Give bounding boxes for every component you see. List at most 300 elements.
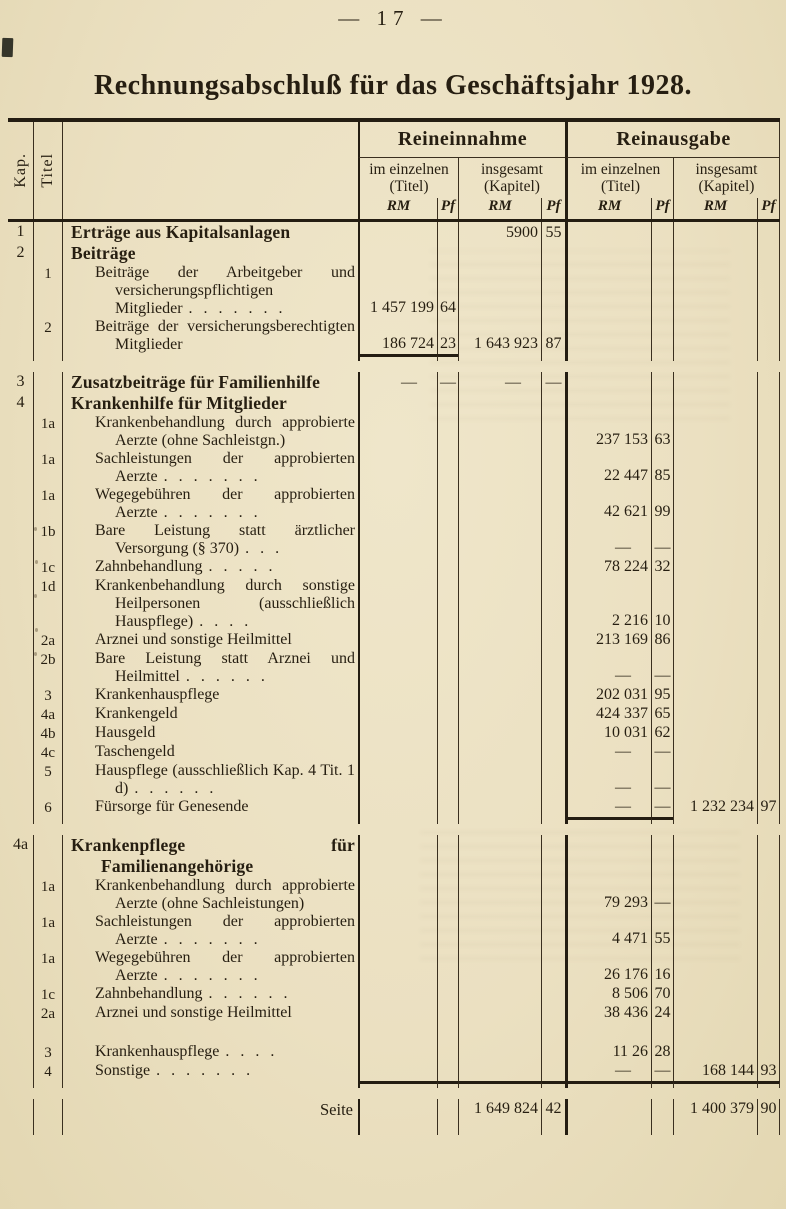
row-label: Zahnbehandlung: [95, 558, 203, 575]
header-rm-label: RM: [673, 198, 757, 219]
value-ai_rm-cell: [673, 577, 757, 631]
value-ei_pf-cell: [541, 577, 565, 631]
value-ee_pf-cell: [437, 414, 458, 450]
label-cell: [62, 414, 358, 450]
value-ee_pf-cell: [437, 1099, 458, 1119]
table-row: [8, 631, 780, 650]
value-ai_rm-cell: [673, 1081, 757, 1088]
value-ee_pf-cell: [437, 1081, 458, 1088]
table-body: [8, 222, 780, 1135]
kapitel-cell: [8, 877, 33, 913]
value-ei_pf-cell: [541, 949, 565, 985]
value-ee_pf-cell: [437, 817, 458, 824]
titel-cell: 4: [33, 1062, 62, 1081]
dot-leader: .....: [208, 558, 284, 575]
value-ee_rm-cell: [358, 817, 437, 824]
value-ee_rm-cell: [358, 686, 437, 705]
kapitel-cell: [8, 354, 33, 361]
titel-cell: [33, 835, 62, 877]
titel-cell: 2: [33, 318, 62, 354]
value-ei_rm-cell: [458, 1081, 541, 1088]
table-row: [8, 835, 780, 877]
value-ae_rm-cell: [565, 243, 651, 264]
value-ee_pf-cell: [437, 743, 458, 762]
label-cell: [62, 835, 358, 877]
header-pf-label: Pf: [651, 198, 673, 219]
value-ee_pf-cell: [437, 913, 458, 949]
value-ae_pf-cell: 55: [651, 913, 673, 949]
value-ee_pf-cell: [437, 393, 458, 414]
value-ee_pf-cell: [437, 835, 458, 877]
value-ee_rm-cell: [358, 577, 437, 631]
titel-cell: 4c: [33, 743, 62, 762]
value-ee_rm-cell: —: [358, 372, 437, 393]
value-ae_rm-cell: [565, 264, 651, 318]
kapitel-cell: [8, 985, 33, 1004]
value-ei_rm-cell: [458, 798, 541, 817]
value-ae_rm-cell: [565, 1119, 651, 1135]
value-ai_pf-cell: [757, 393, 780, 414]
value-ai_pf-cell: [757, 1119, 780, 1135]
kapitel-cell: [8, 949, 33, 985]
label-cell: [62, 1043, 358, 1062]
value-ee_pf-cell: [437, 222, 458, 243]
value-ee_rm-cell: [358, 222, 437, 243]
page-number: — 17 —: [338, 6, 448, 30]
value-ee_rm-cell: [358, 650, 437, 686]
table-row: [8, 705, 780, 724]
dot-leader: ......: [208, 985, 299, 1002]
value-ee_rm-cell: [358, 1081, 437, 1088]
value-ei_rm-cell: [458, 949, 541, 985]
value-ae_pf-cell: [651, 354, 673, 361]
value-ai_rm-cell: [673, 817, 757, 824]
value-ee_rm-cell: [358, 414, 437, 450]
row-label: Krankenbehandlung durch sonstige Heilpersonen (ausschließlich Hauspflege): [95, 577, 355, 630]
value-ei_rm-cell: [458, 1023, 541, 1043]
value-ee_rm-cell: 186 724: [358, 318, 437, 354]
value-ei_pf-cell: [541, 686, 565, 705]
table-row: [8, 743, 780, 762]
table-row: [8, 949, 780, 985]
value-ai_rm-cell: [673, 650, 757, 686]
value-ae_pf-cell: 95: [651, 686, 673, 705]
titel-cell: [33, 243, 62, 264]
dot-leader: ....: [225, 1043, 286, 1060]
value-ai_pf-cell: [757, 650, 780, 686]
table-row: [8, 372, 780, 393]
rule-row: [8, 354, 780, 372]
titel-cell: 2a: [33, 631, 62, 650]
value-ae_pf-cell: 28: [651, 1043, 673, 1062]
value-ai_pf-cell: [757, 817, 780, 824]
value-ei_rm-cell: [458, 264, 541, 318]
label-cell: [62, 877, 358, 913]
value-ae_rm-cell: [565, 1081, 651, 1088]
row-label: Sachleistungen der approbierten Aerzte: [95, 913, 355, 948]
value-ei_pf-cell: [541, 762, 565, 798]
row-label: Beiträge: [71, 243, 136, 263]
titel-cell: 1a: [33, 486, 62, 522]
value-ai_pf-cell: [757, 558, 780, 577]
value-ei_pf-cell: [541, 450, 565, 486]
rule-row: [8, 817, 780, 835]
kapitel-cell: [8, 1119, 33, 1135]
value-ae_rm-cell: [565, 817, 651, 824]
row-label: Taschengeld: [95, 743, 175, 760]
header-net-expense: Reinausgabe: [565, 122, 780, 158]
value-ai_rm-cell: [673, 724, 757, 743]
value-ai_pf-cell: [757, 877, 780, 913]
value-ee_rm-cell: [358, 835, 437, 877]
kapitel-cell: [8, 450, 33, 486]
value-ei_pf-cell: [541, 705, 565, 724]
value-ei_pf-cell: 87: [541, 318, 565, 354]
value-ee_pf-cell: [437, 631, 458, 650]
value-ai_pf-cell: [757, 222, 780, 243]
value-ae_rm-cell: [565, 835, 651, 877]
value-ei_rm-cell: [458, 705, 541, 724]
value-ae_pf-cell: [651, 1081, 673, 1088]
kapitel-cell: [8, 486, 33, 522]
value-ai_rm-cell: [673, 705, 757, 724]
value-ei_rm-cell: [458, 414, 541, 450]
table-row: [8, 1043, 780, 1062]
value-ee_pf-cell: [437, 1062, 458, 1081]
value-ai_pf-cell: [757, 354, 780, 361]
value-ee_rm-cell: [358, 1062, 437, 1081]
value-ai_pf-cell: [757, 985, 780, 1004]
header-expense-total: insgesamt (Kapitel): [673, 158, 780, 198]
table-row: [8, 393, 780, 414]
value-ei_pf-cell: [541, 1023, 565, 1043]
titel-cell: 3: [33, 1043, 62, 1062]
value-ae_pf-cell: 85: [651, 450, 673, 486]
titel-cell: [33, 393, 62, 414]
value-ee_pf-cell: [437, 1004, 458, 1023]
label-cell: [62, 686, 358, 705]
value-ae_pf-cell: —: [651, 877, 673, 913]
value-ai_rm-cell: [673, 522, 757, 558]
kapitel-cell: [8, 1043, 33, 1062]
kapitel-cell: [8, 705, 33, 724]
table-row: [8, 650, 780, 686]
value-ee_pf-cell: [437, 1119, 458, 1135]
value-ee_pf-cell: —: [437, 372, 458, 393]
value-ae_rm-cell: 78 224: [565, 558, 651, 577]
value-ai_pf-cell: [757, 522, 780, 558]
value-ai_pf-cell: [757, 686, 780, 705]
titel-cell: [33, 222, 62, 243]
kapitel-cell: 3: [16, 373, 25, 390]
value-ai_pf-cell: 93: [757, 1062, 780, 1081]
kapitel-cell: [8, 798, 33, 817]
table-row: [8, 264, 780, 318]
kapitel-cell: [8, 1062, 33, 1081]
row-label: Hausgeld: [95, 724, 156, 741]
value-ei_rm-cell: [458, 486, 541, 522]
value-ae_rm-cell: 237 153: [565, 414, 651, 450]
value-ei_pf-cell: [541, 1062, 565, 1081]
value-ee_rm-cell: [358, 762, 437, 798]
value-ee_pf-cell: [437, 522, 458, 558]
row-label: Bare Leistung statt Arznei und Heilmittel: [95, 650, 355, 685]
label-cell: [62, 650, 358, 686]
label-cell: [62, 817, 358, 824]
value-ee_rm-cell: 1 457 199: [358, 264, 437, 318]
value-ee_rm-cell: [358, 558, 437, 577]
row-label: Krankenhauspflege: [95, 686, 220, 703]
label-cell: [62, 243, 358, 264]
value-ae_rm-cell: [565, 354, 651, 361]
dot-leader: ...: [245, 540, 291, 557]
value-ae_rm-cell: 11 26: [565, 1043, 651, 1062]
titel-cell: 1a: [33, 877, 62, 913]
titel-cell: 1a: [33, 913, 62, 949]
value-ee_rm-cell: [358, 1119, 437, 1135]
row-label: Erträge aus Kapitalsanlagen: [71, 222, 291, 242]
table-row: [8, 222, 780, 243]
value-ee_pf-cell: [437, 450, 458, 486]
row-label: Arznei und sonstige Heilmittel: [95, 1004, 292, 1021]
value-ee_pf-cell: [437, 877, 458, 913]
value-ee_pf-cell: 64: [437, 264, 458, 318]
label-cell: [62, 985, 358, 1004]
value-ae_pf-cell: 24: [651, 1004, 673, 1023]
value-ee_rm-cell: [358, 1023, 437, 1043]
dot-leader: ......: [134, 780, 225, 797]
value-ei_rm-cell: [458, 686, 541, 705]
kapitel-cell: [8, 414, 33, 450]
table-header: [8, 118, 780, 222]
value-ee_rm-cell: [358, 798, 437, 817]
label-cell: [62, 798, 358, 817]
value-ae_rm-cell: 424 337: [565, 705, 651, 724]
value-ee_rm-cell: [358, 743, 437, 762]
value-ee_rm-cell: [358, 949, 437, 985]
value-ei_rm-cell: [458, 877, 541, 913]
kapitel-cell: [8, 650, 33, 686]
value-ae_rm-cell: 4 471: [565, 913, 651, 949]
dot-leader: .......: [163, 931, 269, 948]
value-ai_rm-cell: [673, 486, 757, 522]
kapitel-cell: [8, 318, 33, 354]
value-ei_rm-cell: [458, 835, 541, 877]
value-ei_rm-cell: [458, 1004, 541, 1023]
table-row: [8, 762, 780, 798]
value-ee_rm-cell: [358, 877, 437, 913]
value-ae_pf-cell: [651, 372, 673, 393]
value-ae_pf-cell: [651, 318, 673, 354]
value-ai_rm-cell: 1 232 234: [673, 798, 757, 817]
titel-cell: [33, 372, 62, 393]
value-ae_pf-cell: —: [651, 743, 673, 762]
value-ai_rm-cell: [673, 949, 757, 985]
value-ae_pf-cell: 10: [651, 577, 673, 631]
value-ae_rm-cell: [565, 1023, 651, 1043]
value-ai_pf-cell: 90: [757, 1099, 780, 1119]
value-ei_pf-cell: [541, 264, 565, 318]
label-cell: [62, 1004, 358, 1023]
value-ei_pf-cell: [541, 354, 565, 361]
titel-cell: [33, 817, 62, 824]
titel-cell: 1: [33, 264, 62, 318]
value-ai_pf-cell: [757, 1081, 780, 1088]
value-ei_rm-cell: —: [458, 372, 541, 393]
value-ee_rm-cell: [358, 985, 437, 1004]
label-cell: [62, 372, 358, 393]
value-ai_pf-cell: [757, 724, 780, 743]
value-ei_pf-cell: [541, 724, 565, 743]
value-ee_pf-cell: [437, 558, 458, 577]
value-ai_pf-cell: [757, 1023, 780, 1043]
titel-cell: 1c: [33, 985, 62, 1004]
label-cell: [62, 1081, 358, 1088]
value-ae_pf-cell: —: [651, 798, 673, 817]
label-cell: [62, 705, 358, 724]
titel-cell: [33, 1119, 62, 1135]
titel-cell: 1a: [33, 450, 62, 486]
value-ae_pf-cell: [651, 264, 673, 318]
label-cell: [62, 949, 358, 985]
titel-cell: 4b: [33, 724, 62, 743]
value-ai_pf-cell: [757, 372, 780, 393]
value-ae_rm-cell: 42 621: [565, 486, 651, 522]
header-rm-label: RM: [565, 198, 651, 219]
value-ei_pf-cell: [541, 985, 565, 1004]
value-ei_rm-cell: [458, 985, 541, 1004]
kapitel-cell: [8, 1004, 33, 1023]
value-ei_rm-cell: 5900: [458, 222, 541, 243]
value-ae_pf-cell: [651, 243, 673, 264]
header-expense-per-item: im einzelnen (Titel): [565, 158, 673, 198]
label-cell: [62, 318, 358, 354]
value-ee_pf-cell: [437, 985, 458, 1004]
value-ei_rm-cell: [458, 1062, 541, 1081]
value-ee_rm-cell: [358, 631, 437, 650]
label-cell: [62, 354, 358, 361]
value-ee_pf-cell: [437, 686, 458, 705]
value-ai_rm-cell: [673, 354, 757, 361]
table-row: [8, 1004, 780, 1023]
value-ae_rm-cell: 26 176: [565, 949, 651, 985]
value-ei_pf-cell: [541, 835, 565, 877]
value-ai_rm-cell: [673, 450, 757, 486]
value-ae_pf-cell: [651, 393, 673, 414]
value-ai_rm-cell: [673, 1004, 757, 1023]
dot-leader: .......: [163, 504, 269, 521]
kapitel-cell: 2: [16, 244, 25, 261]
value-ee_rm-cell: [358, 522, 437, 558]
value-ei_rm-cell: [458, 1119, 541, 1135]
label-cell: [62, 1062, 358, 1081]
row-label: Wegegebühren der approbierten Aerzte: [95, 949, 355, 984]
value-ae_rm-cell: 79 293: [565, 877, 651, 913]
value-ai_pf-cell: [757, 486, 780, 522]
row-label: Krankenhilfe für Mitglieder: [71, 393, 288, 413]
value-ee_pf-cell: [437, 762, 458, 798]
value-ai_rm-cell: [673, 985, 757, 1004]
header-income-per-item: im einzelnen (Titel): [358, 158, 458, 198]
kapitel-cell: [8, 686, 33, 705]
row-label: Seite: [320, 1100, 353, 1119]
row-label: Sachleistungen der approbierten Aerzte: [95, 450, 355, 485]
header-pf-label: Pf: [757, 198, 780, 219]
document-title: Rechnungsabschluß für das Geschäftsjahr 1928.: [94, 70, 692, 101]
row-label: Arznei und sonstige Heilmittel: [95, 631, 292, 648]
label-cell: [62, 724, 358, 743]
titel-cell: 1a: [33, 949, 62, 985]
value-ei_pf-cell: [541, 558, 565, 577]
spacer-row: [8, 1119, 780, 1135]
value-ee_rm-cell: [358, 1043, 437, 1062]
value-ei_pf-cell: [541, 798, 565, 817]
table-row: [8, 243, 780, 264]
header-description: [62, 122, 358, 219]
header-pf-label: Pf: [437, 198, 458, 219]
value-ei_rm-cell: [458, 817, 541, 824]
value-ai_pf-cell: [757, 835, 780, 877]
table-row: [8, 686, 780, 705]
value-ee_pf-cell: [437, 705, 458, 724]
value-ee_pf-cell: [437, 1023, 458, 1043]
value-ai_rm-cell: [673, 762, 757, 798]
value-ei_pf-cell: [541, 243, 565, 264]
value-ee_pf-cell: 23: [437, 318, 458, 354]
value-ae_rm-cell: 22 447: [565, 450, 651, 486]
table-row: [8, 558, 780, 577]
titel-cell: 4a: [33, 705, 62, 724]
value-ae_rm-cell: [565, 372, 651, 393]
row-label: Hauspflege (ausschließlich Kap. 4 Tit. 1 d): [95, 762, 355, 797]
value-ae_pf-cell: 32: [651, 558, 673, 577]
value-ai_rm-cell: [673, 264, 757, 318]
titel-cell: 2a: [33, 1004, 62, 1023]
value-ai_pf-cell: [757, 949, 780, 985]
value-ei_pf-cell: [541, 1004, 565, 1023]
value-ei_pf-cell: [541, 877, 565, 913]
table-row: [8, 985, 780, 1004]
value-ae_pf-cell: 63: [651, 414, 673, 450]
value-ei_pf-cell: [541, 1081, 565, 1088]
kapitel-cell: [8, 724, 33, 743]
label-cell: [62, 450, 358, 486]
table-row: [8, 724, 780, 743]
value-ae_rm-cell: 10 031: [565, 724, 651, 743]
titel-cell: 6: [33, 798, 62, 817]
kapitel-cell: [8, 762, 33, 798]
row-label: Krankenbehandlung durch approbierte Aerzte (ohne Sachleistgn.): [95, 414, 355, 449]
value-ae_pf-cell: —: [651, 762, 673, 798]
kapitel-cell: [8, 817, 33, 824]
value-ai_pf-cell: [757, 631, 780, 650]
value-ei_pf-cell: [541, 650, 565, 686]
value-ee_rm-cell: [358, 354, 437, 361]
label-cell: [62, 393, 358, 414]
value-ee_pf-cell: [437, 724, 458, 743]
value-ei_pf-cell: [541, 817, 565, 824]
value-ee_pf-cell: [437, 798, 458, 817]
value-ai_rm-cell: [673, 1043, 757, 1062]
value-ei_pf-cell: [541, 393, 565, 414]
value-ei_rm-cell: [458, 724, 541, 743]
kapitel-cell: [8, 913, 33, 949]
table-row: [8, 522, 780, 558]
value-ee_pf-cell: [437, 650, 458, 686]
value-ei_pf-cell: [541, 743, 565, 762]
value-ee_pf-cell: [437, 949, 458, 985]
table-row: [8, 450, 780, 486]
